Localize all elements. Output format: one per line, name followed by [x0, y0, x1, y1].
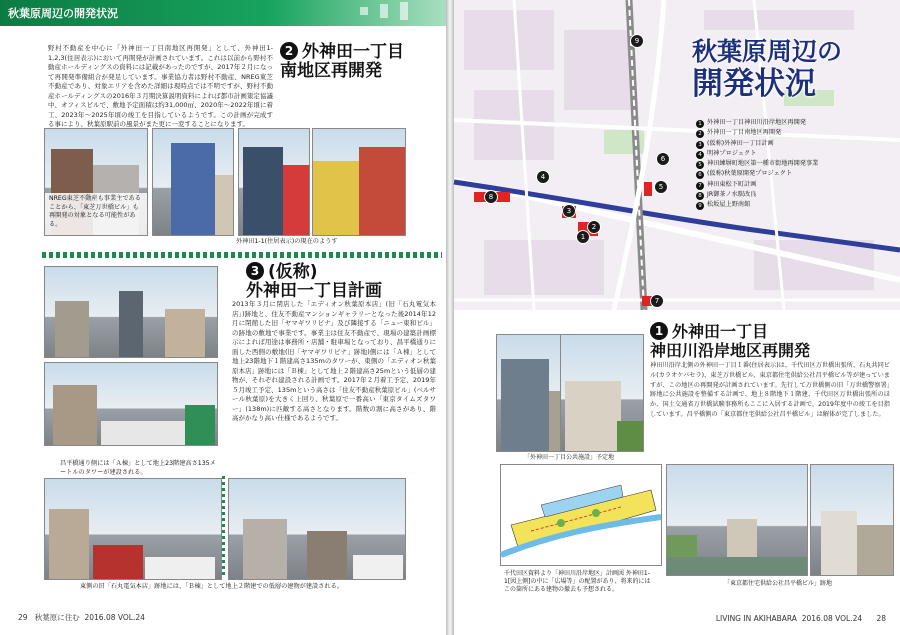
photo-a-tower-site	[44, 362, 218, 446]
plan-caption: 千代田区資料より「神田川沿岸地区」計画図 外神田1-1[図上側]の中に「広場等」の配置があり、将来的にはこの箇所にある建物の撤去も予想される。	[504, 570, 651, 593]
legend-label: 外神田一丁目南地区再開発	[707, 129, 782, 137]
legend-number-badge: 6	[696, 171, 704, 179]
legend-item	[696, 118, 818, 128]
page-number: 29	[18, 613, 28, 622]
legend-item	[696, 159, 818, 169]
map-title-line2: 開発状況	[692, 66, 816, 102]
issue-label: 2016.08 VOL.24	[84, 613, 145, 622]
magazine-name: LIVING IN AKIHABARA	[715, 614, 797, 623]
legend-label: 神田東松下町計画	[707, 180, 757, 188]
legend-label: 神田練塀町地区第一種市街地再開発事業	[707, 160, 819, 168]
legend-item	[696, 139, 818, 149]
section3-title-line2: 外神田一丁目計画	[246, 280, 382, 301]
legend-number-badge: 8	[696, 192, 704, 200]
photo-toshiba-bldg	[44, 128, 148, 236]
section-number-badge: 2	[280, 42, 298, 60]
legend-item	[696, 190, 818, 200]
photo-caption: 昌平橋通り側には「Ａ棟」として地上23階建高さ135メートルのタワーが建設される。	[60, 460, 216, 476]
page-footer	[18, 612, 145, 623]
section1-paragraph: 神田川沿岸北側の外神田一丁目１番(住居表示)は、千代田区万世橋出張所、石丸共同ビル(カラオケパセラ)、東芝万世橋ビル、東京都住宅供給公社昌平橋ビル等が建っていますが、この地区の再開発が計画されています。先行して万世橋側の旧「万世橋警察署」跡地に公共施設を整備する計画で、地上８階地下１階建、千代田区万世橋出張所のほか、国土交通省万世橋試験事務所もここに入居する計画で、2019年度中の竣工を目指しています。昌平橋側の「東京都住宅供給公社昌平橋ビル」は解体が完了しました。	[650, 362, 890, 418]
site-marker-5	[644, 182, 652, 196]
banner-decoration	[360, 7, 368, 15]
photo-caption: NREG東芝不動産も事業主であることから、「東芝万世橋ビル」も再開発の対象となる可能性がある。	[49, 195, 141, 228]
magazine-name: 秋葉原に住む	[34, 613, 80, 622]
photo-caption: 「外神田一丁目公共施設」予定地	[524, 454, 615, 461]
photo-akiba-1	[238, 128, 310, 236]
legend-item	[696, 200, 818, 210]
photo-b-building-site-1	[44, 478, 222, 580]
section1-title-line2: 神田川沿岸地区再開発	[650, 341, 811, 360]
map-pin-4: 4	[536, 170, 550, 184]
section1-title-line1: 外神田一丁目	[672, 322, 769, 341]
legend-number-badge: 2	[696, 130, 704, 138]
photo-shoheibashi-site-2	[810, 464, 894, 576]
legend-number-badge: 1	[696, 120, 704, 128]
section2-title-line2: 南地区再開発	[280, 60, 382, 81]
column-divider	[222, 476, 225, 576]
left-page	[0, 0, 446, 635]
map-title-line1: 秋葉原周辺の	[692, 37, 843, 66]
map-pin-3: 3	[562, 204, 576, 218]
legend-number-badge: 4	[696, 151, 704, 159]
map-pin-9: 9	[630, 34, 644, 48]
legend-number-badge: 7	[696, 182, 704, 190]
photo-street	[152, 128, 234, 236]
map-legend	[696, 118, 818, 211]
legend-item	[696, 128, 818, 138]
map-pin-6: 6	[656, 152, 670, 166]
section2-heading	[280, 42, 404, 80]
legend-label: 松坂屋上野南館	[707, 201, 751, 209]
photo-riverside-2	[560, 334, 644, 452]
photo-shoheibashi-site-1	[666, 464, 808, 576]
map-pin-5: 5	[654, 180, 668, 194]
issue-label: 2016.08 VOL.24	[801, 614, 863, 623]
legend-number-badge: 3	[696, 141, 704, 149]
map-pin-2: 2	[587, 220, 601, 234]
legend-label: 外神田一丁目神田川沿岸地区再開発	[707, 119, 806, 126]
area-map	[454, 0, 900, 310]
legend-item	[696, 149, 818, 159]
intro-paragraph: 野村不動産を中心に「外神田一丁目南地区再開発」として、外神田1-1,2,3(住居表示)において再開発が計画されています。これは以前から野村不動産ホールディングスの資料には記載があったのですが、2017年２月になって再開発準備組合が発足しています。事業協力者は野村不動産、NREG東芝不動産であり、対象エリアを含めた詳細は現時点では不明ですが、野村不動産ホールディングスの2016年３月期決算説明資料によれば都市計画策定協議中、オフィスビルで、敷地予定面積は約31,000㎡、2020年〜2022年頃に着工、2023年〜2025年頃の竣工を目指しているようです。この計画が完成する事により、秋葉原駅前の風景がまた更に一変することになります。	[48, 44, 273, 128]
section-banner	[0, 0, 446, 26]
map-title	[692, 36, 842, 102]
legend-item	[696, 169, 818, 179]
section-number-badge: 3	[246, 262, 264, 280]
right-page	[454, 0, 900, 635]
photo-caption: 「東京都住宅供給公社昌平橋ビル」跡地	[724, 580, 833, 587]
section-divider	[42, 252, 442, 258]
map-pin-7: 7	[650, 294, 664, 308]
banner-decoration	[400, 2, 408, 20]
page-number: 28	[876, 614, 886, 623]
section2-title-line1: 外神田一丁目	[302, 42, 404, 62]
legend-label: (仮称)秋葉原開発プロジェクト	[707, 170, 793, 178]
legend-item	[696, 180, 818, 190]
section-number-badge: 1	[650, 322, 668, 340]
legend-label: JR御茶ノ水駅改良	[707, 191, 757, 199]
spine-gutter	[446, 0, 454, 635]
map-pin-8: 8	[484, 190, 498, 204]
section3-title-line1: (仮称)	[268, 262, 318, 282]
photo-akiba-2	[312, 128, 406, 236]
banner-decoration	[380, 4, 388, 18]
section3-paragraph: 2013年３月に閉店した「エディオン秋葉原本店」(旧「石丸電気本店」)跡地と、住友不動産マンションギャラリーとなった後2014年12月に閉館した旧「ヤマギワリビナ」及び隣接する「ニュー東和ビル」の跡地の敷地で事業です。事業主は住友不動産で、現場の建築計画標示によれば用途は事務所・店舗・駐車場となっており、昌平橋通りに面した西側の敷地(旧「ヤマギワリビナ」跡地)側には「Ａ棟」として地上23階地下１階建高さ135mのタワーが、東側の「エディオン秋葉原本店」跡地には「Ｂ棟」として地上２階建高さ25mという低層の建物が、それぞれ建設される計画です。2017年２月着工予定、2019年５月竣工予定、135mという高さは「住友不動産秋葉原ビル」(ベルサール秋葉原)を大きく上回り、秋葉原で一番高い「東京タイムズタワー」(138m)に匹敵する高さとなります。階数の割に高さがあり、階高がかなり高い仕様であるようです。	[232, 300, 436, 422]
redevelopment-plan-drawing	[500, 464, 662, 566]
section1-heading	[650, 322, 810, 360]
photo-caption: 東側の旧「石丸電気本店」跡地には、「Ｂ棟」として地上２階建での低層の建物が建設される。	[80, 583, 343, 590]
legend-label: 明神プロジェクト	[707, 149, 757, 157]
map-pin-1: 1	[576, 230, 590, 244]
photo-section3-street	[44, 266, 218, 358]
legend-number-badge: 9	[696, 202, 704, 210]
photo-caption: 外神田1-1(住居表示)の現在のようす	[236, 238, 338, 245]
page-footer	[716, 614, 886, 623]
legend-label: (仮称)外神田一丁目計画	[707, 139, 774, 147]
legend-number-badge: 5	[696, 161, 704, 169]
photo-b-building-site-2	[228, 478, 406, 580]
section3-heading	[246, 262, 382, 300]
banner-title: 秋葉原周辺の開発状況	[8, 7, 118, 20]
